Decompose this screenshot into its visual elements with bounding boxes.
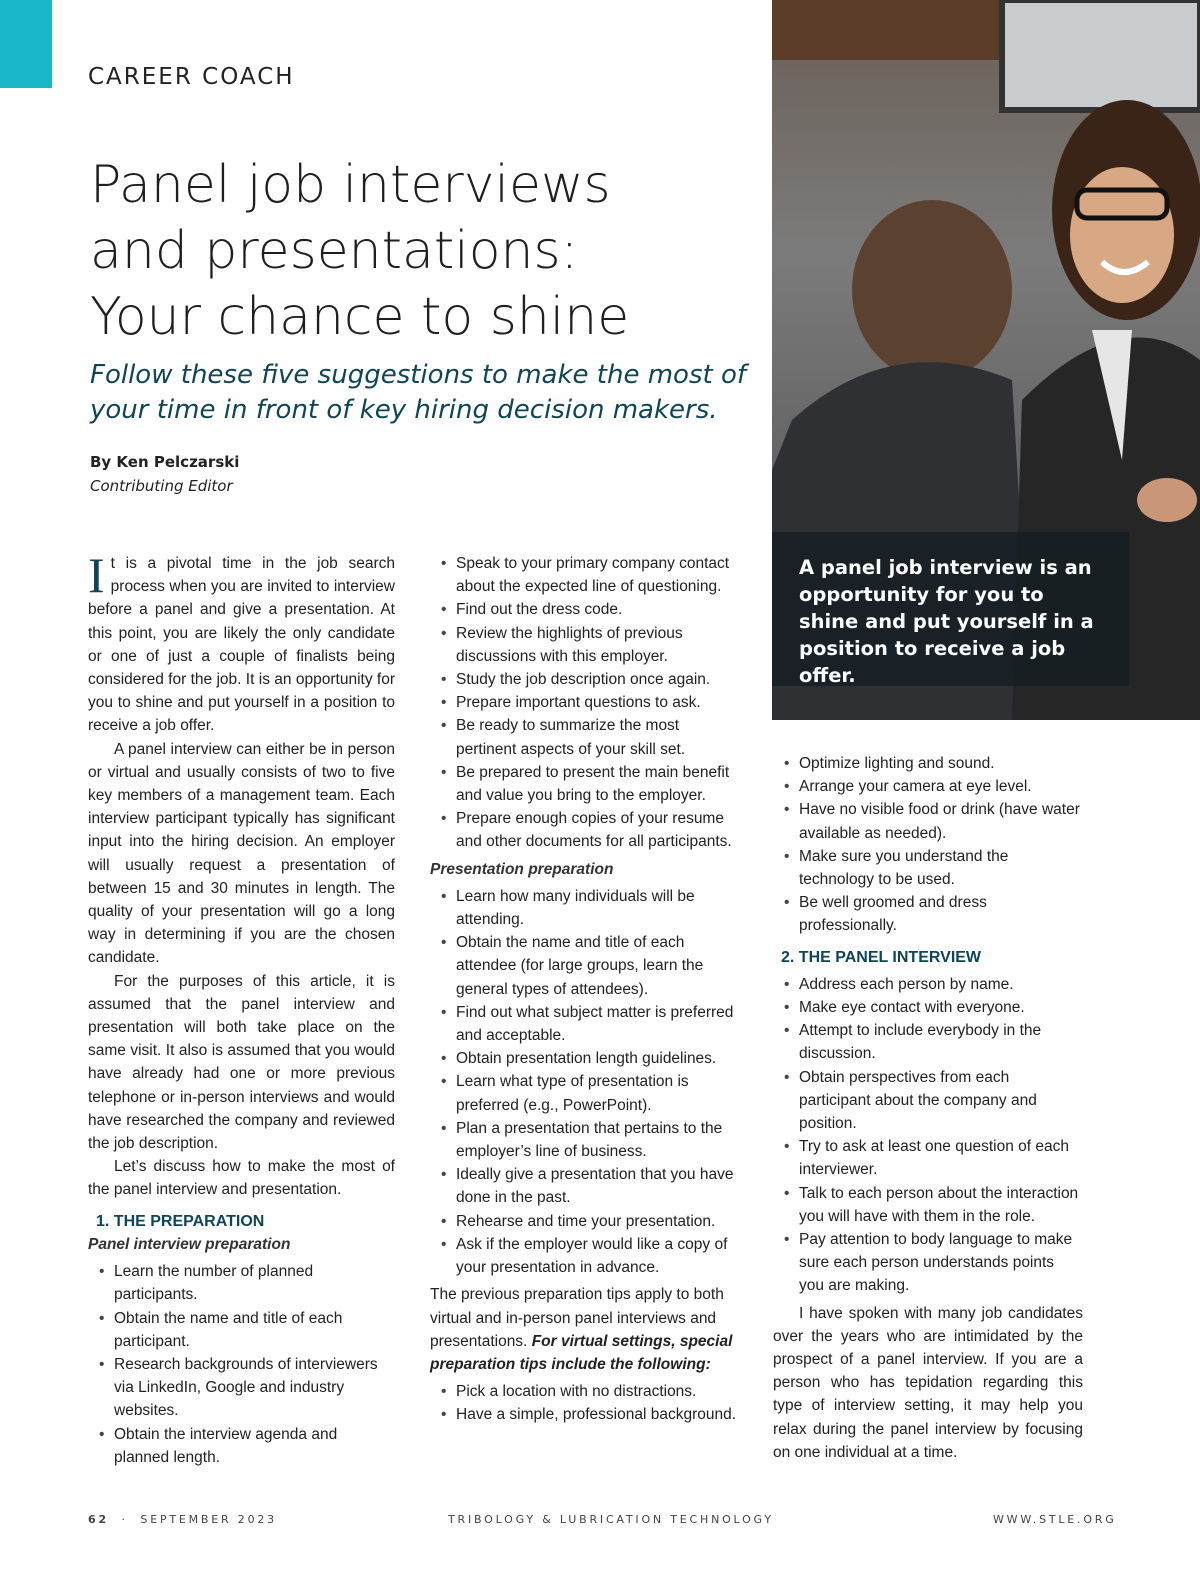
body-paragraph: I have spoken with many job candidates over the years who are intimidated by the prospect of a panel interview. If you are a person who has tepidation regarding this type of interview setting, it may help you relax during the panel interview by focusing on one individual at a time.	[773, 1304, 1083, 1461]
footer-date: SEPTEMBER 2023	[140, 1513, 277, 1526]
body-paragraph: A panel interview can either be in person or virtual and usually consists of two to five key members of a management team. Each interview participant typically has significant input into the hiring decision. An employer will usually request a presentation of between 15 and 30 minutes in length. The quality of your presentation will go a long way in determining if you are the chosen candidate.	[88, 740, 395, 967]
list-item: • Obtain the name and title of each attendee (for large groups, learn the general types of attendees).	[456, 931, 742, 1001]
list-item: • Learn the number of planned participants.	[114, 1260, 395, 1306]
list-item: • Obtain perspectives from each participant about the company and position.	[799, 1066, 1083, 1136]
list-item: • Ask if the employer would like a copy of your presentation in advance.	[456, 1233, 742, 1279]
bullet-list	[773, 752, 1083, 938]
footer-page-info	[88, 1513, 277, 1526]
footer-publication: TRIBOLOGY & LUBRICATION TECHNOLOGY	[448, 1513, 774, 1526]
headline	[90, 152, 750, 350]
list-item: • Review the highlights of previous discussions with this employer.	[456, 622, 742, 668]
virtual-tips-lead: The previous preparation tips apply to both virtual and in-person panel interviews and presentations.	[430, 1286, 724, 1350]
column-1	[88, 547, 395, 1473]
list-item: • Pay attention to body language to make sure each person understands points you are making.	[799, 1228, 1083, 1298]
list-item: • Talk to each person about the interaction you will have with them in the role.	[799, 1182, 1083, 1228]
list-item: • Study the job description once again.	[456, 668, 742, 691]
list-item: • Plan a presentation that pertains to the employer’s line of business.	[456, 1117, 742, 1163]
list-item: • Learn how many individuals will be attending.	[456, 885, 742, 931]
list-item: • Prepare enough copies of your resume and other documents for all participants.	[456, 807, 742, 853]
byline	[90, 450, 239, 498]
subheading-panel-prep: Panel interview preparation	[88, 1235, 291, 1253]
list-item: • Try to ask at least one question of each interviewer.	[799, 1135, 1083, 1181]
byline-role: Contributing Editor	[90, 477, 233, 495]
list-item: • Address each person by name.	[799, 973, 1083, 996]
list-item: • Arrange your camera at eye level.	[799, 775, 1083, 798]
list-item: • Be prepared to present the main benefit and value you bring to the employer.	[456, 761, 742, 807]
footer-website: WWW.STLE.ORG	[993, 1513, 1117, 1526]
list-item: • Attempt to include everybody in the discussion.	[799, 1019, 1083, 1065]
pull-quote-text: A panel job interview is an opportunity for you to shine and put yourself in a position to receive a job offer.	[799, 556, 1094, 687]
column-2	[430, 552, 742, 1431]
list-item: • Find out what subject matter is preferred and acceptable.	[456, 1001, 742, 1047]
list-item: • Optimize lighting and sound.	[799, 752, 1083, 775]
list-item: • Ideally give a presentation that you have done in the past.	[456, 1163, 742, 1209]
drop-cap: I	[88, 547, 105, 603]
list-item: • Research backgrounds of interviewers via LinkedIn, Google and industry websites.	[114, 1353, 395, 1423]
headline-line: and presentations:	[90, 221, 579, 281]
bullet-list	[430, 885, 742, 1279]
list-item: • Have a simple, professional background.	[456, 1403, 742, 1426]
section-heading-preparation: 1. THE PREPARATION	[96, 1212, 265, 1230]
page-number: 62	[88, 1513, 109, 1526]
deck-subtitle: Follow these five suggestions to make the most of your time in front of key hiring decision makers.	[90, 360, 747, 425]
accent-bar	[0, 0, 52, 88]
list-item: • Find out the dress code.	[456, 598, 742, 621]
list-item: • Obtain the name and title of each participant.	[114, 1307, 395, 1353]
list-item: • Rehearse and time your presentation.	[456, 1210, 742, 1233]
virtual-tips-emphasis: For virtual settings, special preparation tips include the following:	[430, 1332, 733, 1373]
bullet-list	[430, 1380, 742, 1426]
list-item: • Pick a location with no distractions.	[456, 1380, 742, 1403]
virtual-tips-paragraph	[430, 1283, 742, 1376]
list-item: • Be ready to summarize the most pertinent aspects of your skill set.	[456, 714, 742, 760]
list-item: • Be well groomed and dress professionally.	[799, 891, 1083, 937]
body-paragraph: For the purposes of this article, it is assumed that the panel interview and presentation will both take place on the same visit. It also is assumed that you would have already had one or more previous telephone or in-person interviews and would have researched the company and reviewed the job description.	[88, 972, 395, 1153]
section-label: CAREER COACH	[88, 64, 295, 90]
pull-quote	[772, 532, 1129, 686]
body-paragraph: Let’s discuss how to make the most of the panel interview and presentation.	[88, 1158, 395, 1199]
column-3	[773, 752, 1083, 1464]
intro-text: t is a pivotal time in the job search process when you are invited to interview before a panel and give a presentation. At this point, you are likely the only candidate or one of just a couple of finalists being considered for the job. It is an opportunity for you to shine and put yourself in a position to receive a job offer.	[88, 555, 395, 735]
list-item: • Learn what type of presentation is preferred (e.g., PowerPoint).	[456, 1070, 742, 1116]
list-item: • Obtain presentation length guidelines.	[456, 1047, 742, 1070]
section-heading-panel-interview: 2. THE PANEL INTERVIEW	[781, 948, 982, 966]
footer-separator: ·	[121, 1513, 128, 1526]
list-item: • Prepare important questions to ask.	[456, 691, 742, 714]
bullet-list	[430, 552, 742, 854]
headline-line: Panel job interviews	[90, 155, 611, 215]
bullet-list	[88, 1260, 395, 1469]
intro-paragraph	[88, 547, 395, 738]
list-item: • Make eye contact with everyone.	[799, 996, 1083, 1019]
list-item: • Speak to your primary company contact about the expected line of questioning.	[456, 552, 742, 598]
subheading-presentation-prep: Presentation preparation	[430, 860, 614, 878]
list-item: • Obtain the interview agenda and planned length.	[114, 1423, 395, 1469]
headline-line: Your chance to shine	[90, 287, 630, 347]
list-item: • Have no visible food or drink (have water available as needed).	[799, 798, 1083, 844]
bullet-list	[773, 973, 1083, 1298]
byline-author: By Ken Pelczarski	[90, 453, 240, 471]
list-item: • Make sure you understand the technology to be used.	[799, 845, 1083, 891]
